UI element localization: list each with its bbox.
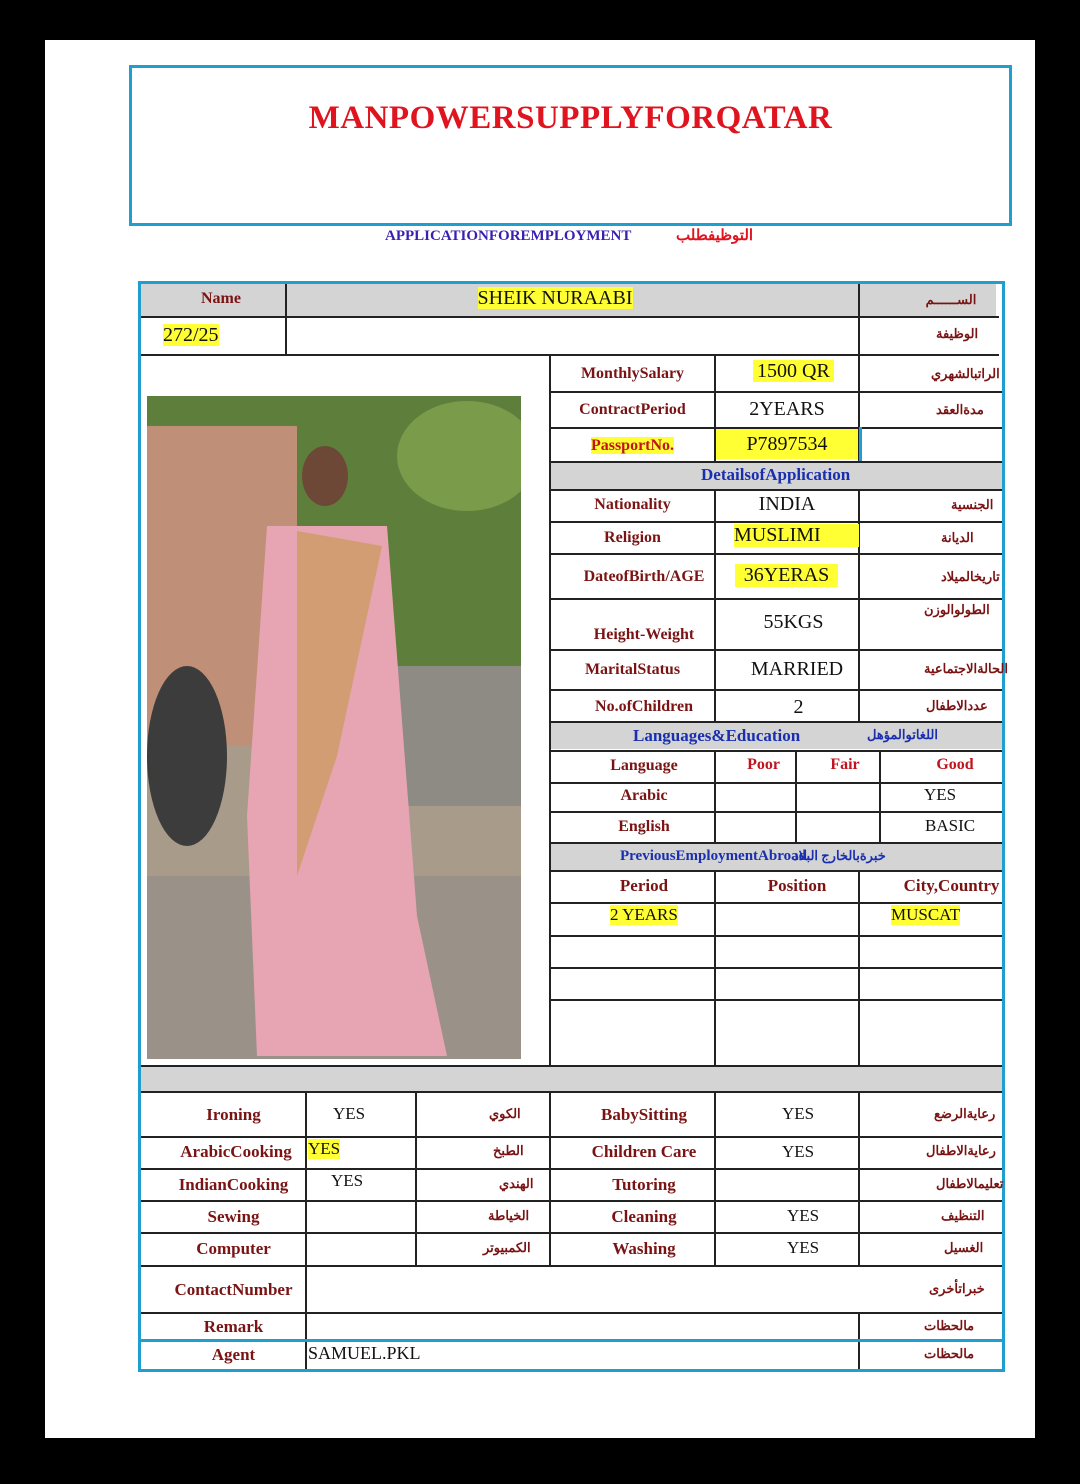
children-care-label: Children Care bbox=[591, 1142, 697, 1161]
nationality-arabic-label: الجنسية bbox=[951, 497, 994, 512]
contract-period-value: 2YEARS bbox=[749, 398, 825, 420]
poor-header: Poor bbox=[747, 756, 780, 773]
language-header: Language bbox=[610, 757, 678, 774]
indian-cooking-arabic-label: الهندي bbox=[499, 1176, 534, 1191]
applicant-name: SHEIK NURAABI bbox=[477, 287, 633, 309]
cleaning-value: YES bbox=[787, 1206, 820, 1225]
children-care-value: YES bbox=[782, 1142, 815, 1161]
cleaning-arabic-label: التنظيف bbox=[941, 1208, 985, 1223]
children-arabic-label: عددالاطفال bbox=[926, 698, 988, 713]
ironing-label: Ironing bbox=[206, 1105, 261, 1124]
monthly-salary-value: 1500 QR bbox=[753, 360, 834, 382]
babysitting-label: BabySitting bbox=[601, 1105, 687, 1124]
marital-arabic-label: الحالةالاجتماعية bbox=[924, 661, 1008, 676]
english-language-good: BASIC bbox=[925, 816, 976, 835]
religion-value: MUSLIMI bbox=[734, 524, 859, 547]
contract-arabic-label: مدةالعقد bbox=[936, 402, 984, 417]
ironing-arabic-label: الكوي bbox=[489, 1106, 521, 1121]
salary-arabic-label: الراتبالشهري bbox=[931, 366, 1000, 381]
arabic-language-label: Arabic bbox=[620, 787, 668, 804]
dob-arabic-label: تاريخالميلاد bbox=[941, 569, 1000, 584]
tutoring-arabic-label: تعليمالاطفال bbox=[936, 1176, 1004, 1191]
marital-status-value: MARRIED bbox=[750, 658, 844, 680]
languages-arabic-title: اللغاتوالمؤهل bbox=[867, 727, 938, 742]
city-country-header: City,Country bbox=[903, 876, 1000, 895]
application-form bbox=[138, 281, 1008, 1372]
nationality-value: INDIA bbox=[758, 493, 816, 515]
sewing-arabic-label: الخياطة bbox=[488, 1208, 530, 1223]
reference-number: 272/25 bbox=[163, 324, 219, 346]
sewing-label: Sewing bbox=[207, 1207, 260, 1226]
cleaning-label: Cleaning bbox=[611, 1207, 677, 1226]
agent-arabic-label: مالحظات bbox=[924, 1346, 975, 1361]
header-box bbox=[129, 65, 1012, 226]
babysitting-arabic-label: رعايةالرضع bbox=[934, 1106, 996, 1121]
employment-city-value: MUSCAT bbox=[891, 905, 960, 924]
babysitting-value: YES bbox=[782, 1104, 815, 1123]
passport-value: P7897534 bbox=[716, 429, 858, 459]
height-weight-arabic-label: الطولوالوزن bbox=[924, 602, 990, 617]
indian-cooking-value: YES bbox=[331, 1171, 364, 1190]
name-label: Name bbox=[201, 290, 241, 307]
name-arabic-label: الســــــم bbox=[925, 292, 977, 307]
computer-arabic-label: الكمبيوتر bbox=[483, 1240, 531, 1255]
monthly-salary-label: MonthlySalary bbox=[580, 365, 685, 382]
agent-label: Agent bbox=[211, 1345, 256, 1364]
height-weight-value: 55KGS bbox=[763, 611, 824, 633]
height-weight-label: Height-Weight bbox=[593, 626, 695, 643]
contract-period-label: ContractPeriod bbox=[579, 401, 686, 418]
form-subtitle-arabic: التوظيفطلب bbox=[676, 228, 754, 244]
passport-label: PassportNo. bbox=[590, 437, 675, 454]
employment-arabic-title: خبرةبالخارج البلاد bbox=[793, 848, 886, 863]
fair-header: Fair bbox=[830, 756, 860, 773]
agent-value: SAMUEL.PKL bbox=[308, 1343, 421, 1363]
position-header: Position bbox=[767, 876, 827, 895]
remark-arabic-label: مالحظات bbox=[924, 1318, 975, 1333]
employment-period-value: 2 YEARS bbox=[610, 905, 678, 924]
washing-value: YES bbox=[787, 1238, 820, 1257]
contact-number-label: ContactNumber bbox=[174, 1280, 293, 1299]
english-language-label: English bbox=[618, 818, 670, 835]
applicant-photo bbox=[147, 396, 521, 1059]
religion-label: Religion bbox=[604, 529, 661, 546]
contact-arabic-label: خبراتأخرى bbox=[929, 1281, 985, 1296]
job-arabic-label: الوظيفة bbox=[936, 326, 979, 341]
religion-arabic-label: الديانة bbox=[941, 530, 974, 545]
languages-section-title: Languages&Education bbox=[633, 726, 801, 745]
indian-cooking-label: IndianCooking bbox=[178, 1175, 289, 1194]
arabic-language-good: YES bbox=[924, 785, 957, 804]
washing-label: Washing bbox=[612, 1239, 676, 1258]
children-care-arabic-label: رعايةالاطفال bbox=[926, 1143, 996, 1158]
dob-label: DateofBirth/AGE bbox=[583, 568, 705, 585]
period-header: Period bbox=[619, 876, 669, 895]
arabic-cooking-value: YES bbox=[308, 1139, 341, 1158]
children-count-value: 2 bbox=[793, 696, 804, 718]
marital-status-label: MaritalStatus bbox=[584, 661, 681, 678]
nationality-label: Nationality bbox=[594, 496, 671, 513]
ironing-value: YES bbox=[333, 1104, 366, 1123]
arabic-cooking-arabic-label: الطبخ bbox=[493, 1143, 524, 1158]
dob-value: 36YERAS bbox=[735, 564, 838, 587]
details-section-title: DetailsofApplication bbox=[701, 465, 851, 484]
employment-section-title: PreviousEmploymentAbroad bbox=[620, 848, 807, 864]
children-count-label: No.ofChildren bbox=[595, 698, 693, 715]
good-header: Good bbox=[936, 756, 974, 773]
washing-arabic-label: الغسيل bbox=[944, 1240, 984, 1255]
tutoring-label: Tutoring bbox=[612, 1175, 676, 1194]
remark-label: Remark bbox=[203, 1317, 264, 1336]
arabic-cooking-label: ArabicCooking bbox=[180, 1142, 292, 1161]
form-subtitle: APPLICATIONFOREMPLOYMENT bbox=[385, 228, 632, 244]
computer-label: Computer bbox=[196, 1239, 271, 1258]
company-name: MANPOWERSUPPLYFORQATAR bbox=[308, 100, 833, 136]
